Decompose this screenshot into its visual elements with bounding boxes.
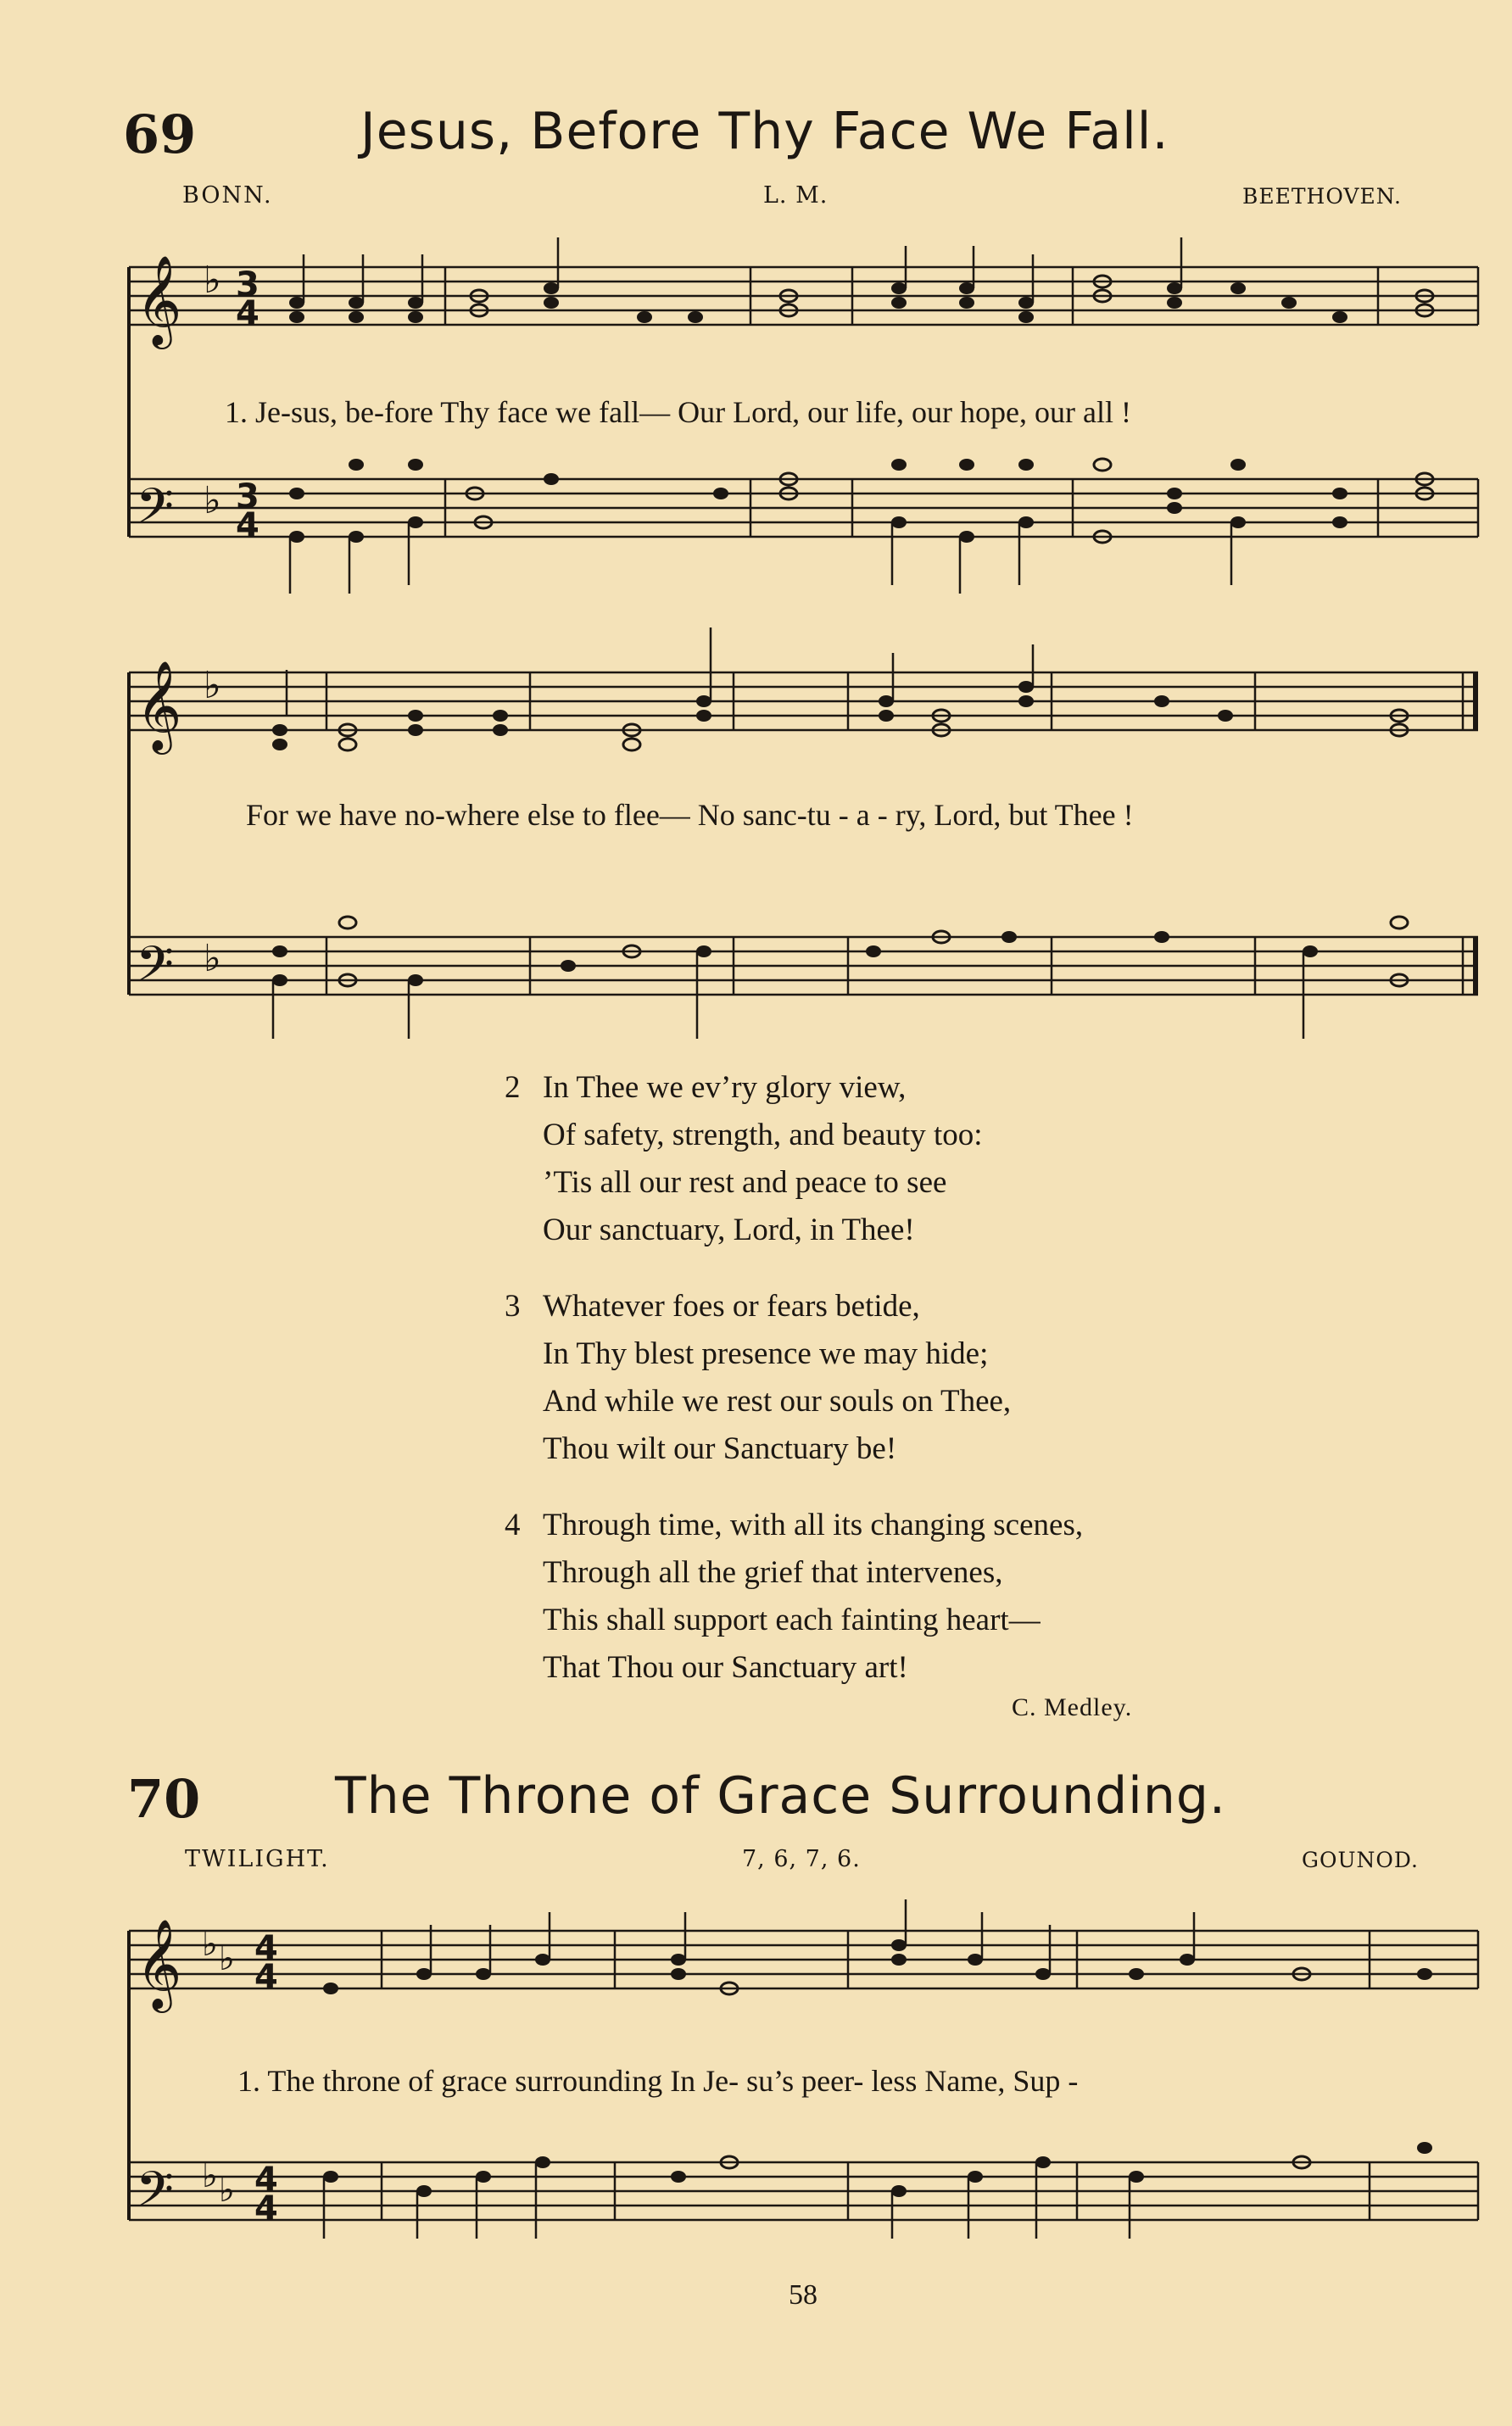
verse-line: In Thy blest presence we may hide; xyxy=(543,1336,989,1371)
verse-line: Through all the grief that intervenes, xyxy=(543,1555,1003,1590)
svg-text:♭: ♭ xyxy=(219,2171,235,2210)
hymn-number: 69 xyxy=(123,103,197,165)
verse xyxy=(505,1064,983,1254)
clefs-and-signatures xyxy=(136,254,278,2230)
verse-number: 2 xyxy=(505,1070,521,1105)
svg-text:4: 4 xyxy=(254,2189,278,2228)
hymn-number: 70 xyxy=(127,1768,201,1830)
verse-line: This shall support each fainting heart— xyxy=(543,1603,1041,1637)
svg-text:♭: ♭ xyxy=(204,479,221,522)
verse xyxy=(505,1283,1011,1473)
svg-text:𝄢: 𝄢 xyxy=(136,935,175,1005)
tune-name: TWILIGHT. xyxy=(185,1846,330,1872)
svg-text:♭: ♭ xyxy=(204,664,221,707)
verse-line: Thou wilt our Sanctuary be! xyxy=(543,1431,897,1466)
svg-text:♭: ♭ xyxy=(219,1939,235,1978)
verse-line: Whatever foes or fears betide, xyxy=(543,1289,920,1324)
svg-text:4: 4 xyxy=(236,506,259,545)
meter: L. M. xyxy=(763,182,829,209)
composer: BEETHOVEN. xyxy=(1242,184,1402,209)
svg-text:𝄢: 𝄢 xyxy=(136,477,175,547)
hymn-title: The Throne of Grace Surrounding. xyxy=(335,1766,1227,1826)
svg-text:4: 4 xyxy=(254,2161,278,2200)
svg-text:𝄞: 𝄞 xyxy=(136,1918,182,2009)
verse-number: 3 xyxy=(505,1289,521,1324)
verse xyxy=(505,1502,1083,1692)
page-number: 58 xyxy=(789,2279,817,2311)
composer: GOUNOD. xyxy=(1302,1848,1420,1872)
lyrics-line: For we have no-where else to flee— No sanc-tu - a - ry, Lord, but Thee ! xyxy=(246,798,1134,832)
lyrics-line: 1. The throne of grace surrounding In Je- su’s peer- less Name, Sup - xyxy=(237,2064,1079,2098)
tune-name: BONN. xyxy=(182,182,273,209)
svg-text:𝄞: 𝄞 xyxy=(136,660,182,750)
svg-text:𝄢: 𝄢 xyxy=(136,2161,175,2230)
svg-text:4: 4 xyxy=(254,1958,278,1997)
hymn-title: Jesus, Before Thy Face We Fall. xyxy=(360,102,1169,161)
meter: 7, 6, 7, 6. xyxy=(742,1846,861,1872)
verse-line: That Thou our Sanctuary art! xyxy=(543,1650,908,1685)
svg-text:4: 4 xyxy=(236,294,259,333)
svg-text:♭: ♭ xyxy=(202,1925,218,1964)
verse-line: In Thee we ev’ry glory view, xyxy=(543,1070,907,1105)
svg-text:♭: ♭ xyxy=(204,937,221,980)
svg-text:3: 3 xyxy=(236,265,259,304)
verse-line: Of safety, strength, and beauty too: xyxy=(543,1118,983,1152)
svg-text:4: 4 xyxy=(254,1929,278,1968)
svg-text:♭: ♭ xyxy=(204,259,221,302)
svg-text:𝄞: 𝄞 xyxy=(136,254,182,345)
verse-line: Our sanctuary, Lord, in Thee! xyxy=(543,1213,915,1247)
verse-line: ’Tis all our rest and peace to see xyxy=(543,1165,947,1200)
svg-text:♭: ♭ xyxy=(202,2156,218,2195)
svg-text:3: 3 xyxy=(236,477,259,516)
lyrics-line: 1. Je-sus, be-fore Thy face we fall— Our Lord, our life, our hope, our all ! xyxy=(225,395,1131,429)
verse-line: And while we rest our souls on Thee, xyxy=(543,1384,1012,1419)
verse-line: Through time, with all its changing scenes, xyxy=(543,1508,1084,1542)
verse-number: 4 xyxy=(505,1508,521,1542)
author: C. Medley. xyxy=(1012,1693,1133,1721)
